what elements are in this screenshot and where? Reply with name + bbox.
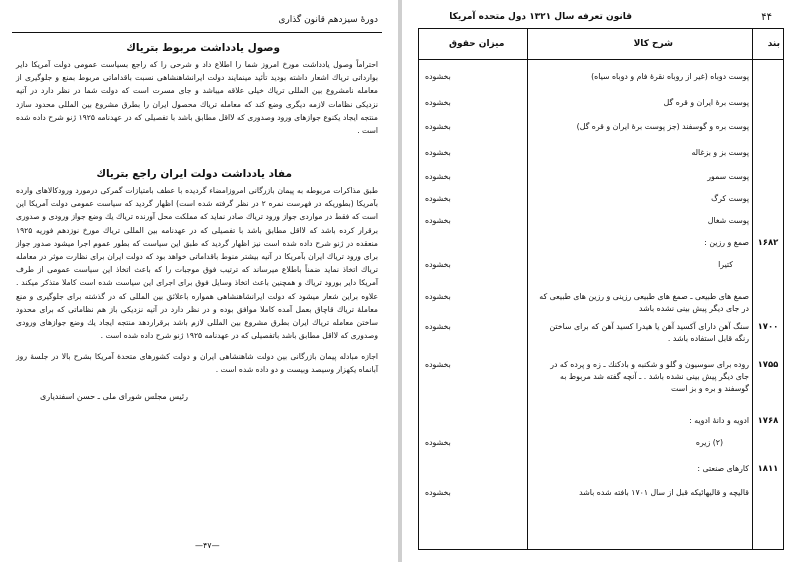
tariff-table: [418, 28, 784, 550]
row-duty: بخشوده: [425, 438, 451, 447]
row-description: پوست بز و بزغاله: [691, 148, 749, 157]
row-description: پوست شغال: [707, 216, 749, 225]
row-description: کتیرا: [718, 260, 733, 269]
right-page: [400, 0, 800, 562]
row-description: پوست سمور: [707, 172, 749, 181]
row-description: قالیچه و قالیهائیکه قبل از سال ۱۷۰۱ بافته شده باشد: [579, 488, 749, 497]
section1-text: احتراماً وصول یادداشت مورخ امروز شما را اطلاع داد و شرحی را که راجع بسیاست عمومی دولت آمریکا دایر بوارداتی تریاك اشعار داشته بودید تأئید مینمایند دولت ایرانشاهنشاهی نسبت باقداماتی مربوط بمنع و جلوگیری از معامله نامشروع بین المللی تریاك خیلی علاقه میباشد و جای مسرت است که دولت شما در نظر دارد در آتیه نزدیکی نظامات لازمه دیگری وضع کند که معامله تریاك محصول ایران را بطرق مشروع بین المللی محدود سازد منتجه ایجاد یکنوع جوازهای ورود وصدوری که لااقل مطابق باشد با تفصیلی که در عهدنامه ۱۹۲۵ ژنو شرح داده شده است .: [16, 60, 378, 136]
row-description: ادویه و دانهٔ ادویه :: [689, 416, 749, 425]
row-number: ۱۸۱۱: [757, 464, 779, 474]
row-duty: بخشوده: [425, 72, 451, 81]
row-number: ۱۷۵۵: [757, 360, 779, 370]
approval-paragraph: [16, 350, 378, 376]
row-duty: بخشوده: [425, 194, 451, 203]
row-duty: بخشوده: [425, 322, 451, 331]
section2-title: مفاد یادداشت دولت ایران راجع بتریاك: [96, 168, 292, 180]
row-description: پوست برهٔ ایران و قره گل: [663, 98, 749, 107]
row-duty: بخشوده: [425, 216, 451, 225]
row-description: صمغ و رزین :: [704, 238, 749, 247]
row-duty: بخشوده: [425, 488, 451, 497]
header-divider: [419, 59, 783, 60]
row-number: ۱۶۸۲: [757, 238, 779, 248]
column-header-band: بند: [767, 39, 780, 49]
row-duty: بخشوده: [425, 172, 451, 181]
row-duty: بخشوده: [425, 292, 451, 301]
row-description: پوست بره و گوسفند (جز پوست برهٔ ایران و قره گل): [576, 122, 749, 131]
section1-paragraph: [16, 58, 378, 137]
section2-text: طبق مذاکرات مربوطه به پیمان بازرگانی امروزامضاء گردیده با عطف بامتیازات گمرکی درمورد ورودکالاهای وارده بآمریکا (بطوریکه در فهرست نمره ۲ در نظر گرفته شده است) اظهار گردید که سیاست عمومی دولت آمریکا این است که فقط در مواردی جواز ورود تریاك صادر نماید که مملکت محل آورنده تریاك یك وضع جواز ورودی و صدوری برقرار کرده باشد که لااقل مطابق باشد با تفصیلی که در عهدنامه بین المللی تریاك مورخ نوزدهم فوریه ۱۹۲۵ منعقده در ژنو شرح داده شده است نیز اظهار گردید که طبق این سیاست که بطور عموم اجرا میشود صدور جواز برای ورود تریاك ایران بآمریکا در آتیه بیشتر منوط باقداماتی خواهد بود که دولت ایران برای نظارت موثر در معامله تریاك اتخاذ نماید ضمناً باطلاع میرساند که ترتیب فوق موجبات را که باعث اتخاذ این سیاست عمومی از طرف آمریکا دایر بورود تریاك و همچنین باعث اتخاذ وسایل فوق برای اجرای این سیاست شده است کاملا متذکر میکند . علاوه براین شعار میشود که دولت ایرانشاهنشاهی همواره باعلائق بین المللی که در گذشته برای جلوگیری و منع معاملهٔ تریاك قاچاق بعمل آمده کاملا موافق بوده و در نظر دارد در آتیه نزدیکی باز هم نظاماتی که برای محدود ساختن معامله تریاك ایران بطرق مشروع بین المللی لازم باشد برقراردهد منتجه ایجاد یك وضع جوازهای ورودی وصدوری که لااقل مطابق باشد باتفصیلی که در عهدنامه ۱۹۲۵ ژنو شرح داده شده است .: [16, 186, 378, 341]
row-description: سنگ آهن دارای آکسید آهن یا هیدرا کسید آهن که برای ساختن رنگه قابل استفاده باشد .: [549, 322, 749, 343]
column-header-duty: میزان حقوق: [449, 39, 505, 49]
row-duty: بخشوده: [425, 360, 451, 369]
column-divider-band: [752, 29, 753, 549]
column-header-description: شرح کالا: [633, 39, 673, 49]
left-page-header: [12, 10, 382, 33]
row-description: پوست کرگ: [711, 194, 749, 203]
row-description: کارهای صنعتی :: [697, 464, 749, 473]
right-header-title: قانون تعرفه سال ۱۳۲۱ دول متحده آمریکا: [449, 12, 632, 22]
column-divider-duty: [527, 29, 528, 549]
row-duty: بخشوده: [425, 148, 451, 157]
row-description: صمغ های طبیعی ـ صمغ های طبیعی رزینی و رزین های طبیعی که در جای دیگر پیش بینی نشده باشد: [539, 292, 749, 313]
right-page-number: ۴۴: [761, 12, 772, 23]
row-duty: بخشوده: [425, 98, 451, 107]
row-description: پوست دوباه (غیر از روباه نقرهٔ فام و دوباه سیاه): [591, 72, 749, 81]
section1-title: وصول یادداشت مربوط بتریاك: [126, 42, 280, 54]
left-header-title: دورهٔ سیزدهم قانون گذاری: [278, 15, 378, 25]
approval-text: اجازه مبادله پیمان بازرگانی بین دولت شاهنشاهی ایران و دولت کشورهای متحدهٔ آمریکا بشرح بالا در جلسهٔ روز آبانماه یکهزار وسیصد وبیست و دو داده شده است .: [16, 352, 378, 375]
row-description: روده برای سوسیون و گلو و شکنبه و بادکنك ـ زه و پرده که در جای دیگر پیش بینی نشده باشد . ـ آنچه گفته شد مربوط به گوسفند و بره و بز است: [550, 360, 749, 393]
signature: رئیس مجلس شورای ملی ـ حسن اسفندیاری: [40, 392, 188, 401]
row-duty: بخشوده: [425, 122, 451, 131]
left-page-number: —۴۷—: [195, 541, 220, 550]
section2-paragraph: [16, 184, 378, 342]
row-number: ۱۷۰۰: [757, 322, 779, 332]
row-duty: بخشوده: [425, 260, 451, 269]
row-number: ۱۷۶۸: [757, 416, 779, 426]
row-description: (۲) زیره: [695, 438, 723, 447]
